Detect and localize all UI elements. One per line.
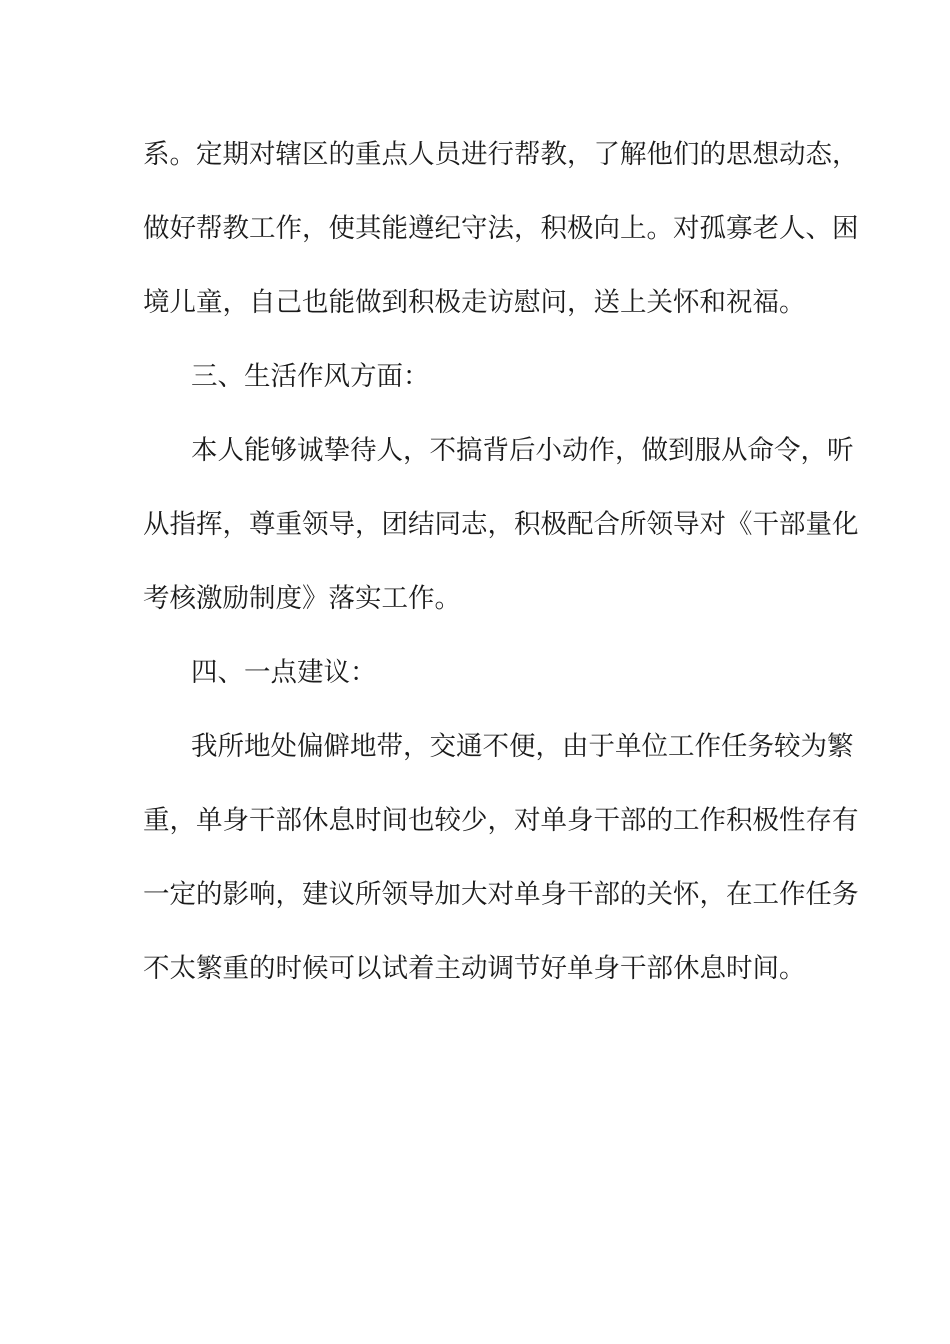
paragraph-line: 重，单身干部休息时间也较少，对单身干部的工作积极性存有 — [143, 805, 859, 836]
paragraph-line: 不太繁重的时候可以试着主动调节好单身干部休息时间。 — [143, 953, 806, 984]
paragraph-line: 一定的影响，建议所领导加大对单身干部的关怀，在工作任务 — [143, 879, 859, 910]
section-heading-suggestion: 四、一点建议： — [191, 657, 377, 688]
section-heading-lifestyle: 三、生活作风方面： — [191, 361, 430, 392]
paragraph-line: 本人能够诚挚待人，不搞背后小动作，做到服从命令，听 — [191, 435, 854, 466]
paragraph-line: 做好帮教工作，使其能遵纪守法，积极向上。对孤寡老人、困 — [143, 213, 859, 244]
paragraph-line: 考核激励制度》落实工作。 — [143, 583, 461, 614]
document-body — [143, 131, 859, 1019]
paragraph-line: 从指挥，尊重领导，团结同志，积极配合所领导对《干部量化 — [143, 509, 859, 540]
paragraph-line: 系。定期对辖区的重点人员进行帮教，了解他们的思想动态， — [143, 139, 859, 170]
paragraph-line: 我所地处偏僻地带，交通不便，由于单位工作任务较为繁 — [191, 731, 854, 762]
paragraph-line: 境儿童，自己也能做到积极走访慰问，送上关怀和祝福。 — [143, 287, 806, 318]
